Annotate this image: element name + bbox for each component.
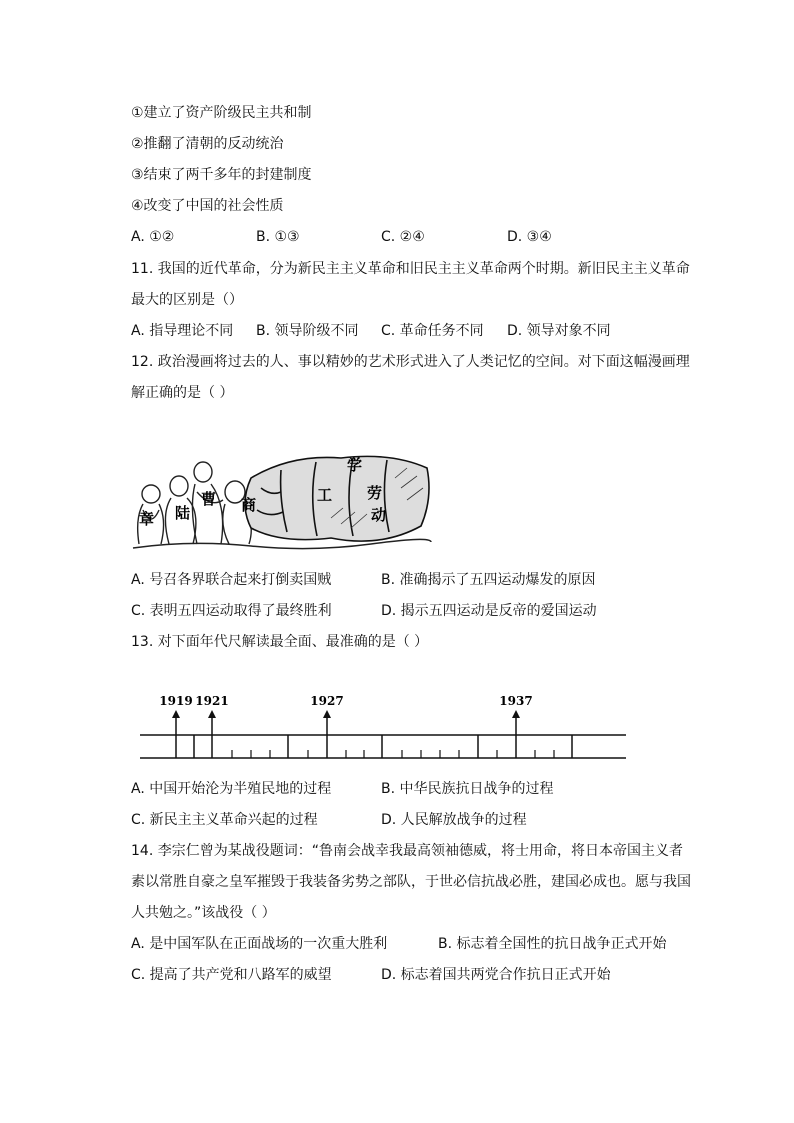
- timeline-year-1937: 1937: [499, 694, 533, 708]
- year-timeline: [138, 690, 630, 768]
- cartoon-label-cao: 曹: [201, 490, 217, 508]
- q12-stem-line-1: 12. 政治漫画将过去的人、事以精妙的艺术形式进入了人类记忆的空间。对下面这幅漫画理: [131, 354, 690, 370]
- cartoon-label-dong: 动: [371, 506, 387, 524]
- q10-option-d: D. ③④: [507, 229, 552, 245]
- cartoon-label-zhang: 章: [139, 510, 155, 528]
- q14-option-b: B. 标志着全国性的抗日战争正式开始: [438, 936, 667, 952]
- q10-option-a: A. ①②: [131, 229, 175, 245]
- q11-option-a: A. 指导理论不同: [131, 323, 234, 339]
- q11-option-b: B. 领导阶级不同: [256, 323, 359, 339]
- q13-option-d: D. 人民解放战争的过程: [381, 812, 527, 828]
- cartoon-label-xue: 学: [347, 456, 363, 474]
- q13-option-c: C. 新民主主义革命兴起的过程: [131, 812, 318, 828]
- timeline-year-1927: 1927: [310, 694, 344, 708]
- statement-4: ④改变了中国的社会性质: [131, 198, 284, 214]
- q13-option-b: B. 中华民族抗日战争的过程: [381, 781, 554, 797]
- q10-option-c: C. ②④: [381, 229, 425, 245]
- timeline-year-1919: 1919: [159, 694, 193, 708]
- statement-2: ②推翻了清朝的反动统治: [131, 136, 284, 152]
- q10-option-b: B. ①③: [256, 229, 300, 245]
- q12-option-d: D. 揭示五四运动是反帝的爱国运动: [381, 603, 597, 619]
- political-cartoon: [131, 448, 434, 556]
- q12-stem-line-2: 解正确的是（ ）: [131, 385, 234, 401]
- q11-option-c: C. 革命任务不同: [381, 323, 484, 339]
- cartoon-label-lao: 劳: [367, 484, 383, 502]
- timeline-year-1921: 1921: [195, 694, 229, 708]
- q14-stem-line-1: 14. 李宗仁曾为某战役题词：“鲁南会战幸我最高领袖德威，将士用命，将日本帝国主义者: [131, 843, 683, 859]
- statement-3: ③结束了两千多年的封建制度: [131, 167, 312, 183]
- q14-stem-line-2: 素以常胜自豪之皇军摧毁于我装备劣势之部队，于世必信抗战必胜，建国必成也。愿与我国: [131, 874, 691, 890]
- cartoon-label-lu: 陆: [175, 504, 191, 522]
- cartoon-label-gong: 工: [317, 486, 333, 504]
- cartoon-label-shang: 商: [241, 496, 257, 514]
- q14-option-d: D. 标志着国共两党合作抗日正式开始: [381, 967, 611, 983]
- q12-option-c: C. 表明五四运动取得了最终胜利: [131, 603, 332, 619]
- q12-option-a: A. 号召各界联合起来打倒卖国贼: [131, 572, 332, 588]
- q11-stem-line-1: 11. 我国的近代革命，分为新民主主义革命和旧民主主义革命两个时期。新旧民主主义革命: [131, 261, 690, 277]
- q13-option-a: A. 中国开始沦为半殖民地的过程: [131, 781, 332, 797]
- q12-option-b: B. 准确揭示了五四运动爆发的原因: [381, 572, 596, 588]
- q11-option-d: D. 领导对象不同: [507, 323, 611, 339]
- q14-option-a: A. 是中国军队在正面战场的一次重大胜利: [131, 936, 388, 952]
- q11-stem-line-2: 最大的区别是（）: [131, 292, 243, 308]
- q14-option-c: C. 提高了共产党和八路军的威望: [131, 967, 332, 983]
- q14-stem-line-3: 人共勉之。”该战役（ ）: [131, 905, 276, 921]
- q13-stem-line-1: 13. 对下面年代尺解读最全面、最准确的是（ ）: [131, 634, 429, 650]
- statement-1: ①建立了资产阶级民主共和制: [131, 105, 312, 121]
